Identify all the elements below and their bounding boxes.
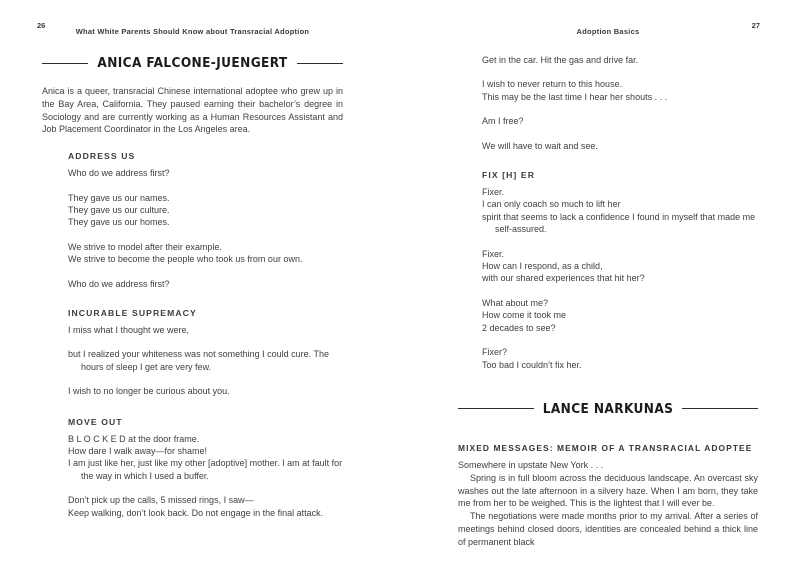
- memoir-paragraph: The negotiations were made months prior to my arrival. After a series of meetings behind closed doors, identities are concealed behind a thick line of permanent black: [458, 511, 758, 547]
- stanza: [68, 348, 343, 373]
- poem-line: How can I respond, as a child,: [482, 261, 603, 272]
- poem-line: How come it took me: [482, 310, 567, 321]
- poem-line: but I realized your whiteness was not something I could cure. The hours of sleep I get are very few.: [68, 349, 329, 372]
- heading-rule-left: [42, 63, 88, 64]
- poem-line: Too bad I couldn’t fix her.: [482, 359, 582, 370]
- poems-right: [482, 54, 758, 371]
- right-running-row: [458, 21, 760, 36]
- stanza: [482, 140, 758, 152]
- stanza: [68, 192, 343, 229]
- poem-line: I wish to never return to this house.: [482, 79, 623, 90]
- poem-line: I miss what I thought we were,: [68, 325, 190, 336]
- poem-title-incurable-supremacy: INCURABLE SUPREMACY: [68, 308, 197, 319]
- memoir-heading: MIXED MESSAGES: MEMOIR OF A TRANSRACIAL ADOPTEE: [458, 442, 753, 453]
- author-name: LANCE NARKUNAS: [542, 400, 674, 417]
- stanza: [68, 241, 343, 266]
- memoir-opening-line: Somewhere in upstate New York . . .: [458, 459, 604, 470]
- stanza: [68, 167, 343, 179]
- poem-line: This may be the last time I hear her shouts . . .: [482, 91, 668, 102]
- page-number-left: 26: [37, 21, 46, 30]
- poem-line: They gave us our culture.: [68, 205, 170, 215]
- heading-rule-right: [682, 408, 758, 409]
- poem-line: B L O C K E D at the door frame.: [68, 433, 200, 444]
- stanza: [482, 186, 758, 236]
- page-number-right: 27: [751, 21, 760, 30]
- running-header-right: Adoption Basics: [576, 27, 640, 36]
- page-right: [458, 0, 758, 548]
- stanza: [482, 297, 758, 334]
- poem-line: We strive to model after their example.: [68, 241, 222, 252]
- author-name: ANICA FALCONE-JUENGERT: [97, 55, 288, 71]
- stanza: [482, 248, 758, 285]
- poem-line: Don’t pick up the calls, 5 missed rings, I saw—: [68, 495, 254, 506]
- stanza: [68, 324, 343, 336]
- stanza: [68, 278, 343, 290]
- poem-line: They gave us our homes.: [68, 217, 170, 228]
- author-bio: Anica is a queer, transracial Chinese international adoptee who grew up in the Bay Area, California. They paused earning their bachelor’s degree in Sociology and are currently working as a Human Resources Assistant and Job Placement Coordinator in the Los Angeles area.: [42, 86, 343, 135]
- poem-line: Fixer.: [482, 248, 505, 259]
- page-left: [37, 0, 343, 531]
- poem-line: How dare I walk away—for shame!: [68, 446, 208, 457]
- poem-line: Am I free?: [482, 116, 524, 127]
- poem-line: They gave us our names.: [68, 192, 170, 203]
- heading-rule-left: [458, 408, 534, 409]
- poem-line: We will have to wait and see.: [482, 140, 598, 151]
- stanza: [482, 54, 758, 66]
- poem-title-fix-her: FIX [H] ER: [482, 170, 536, 181]
- memoir-paragraph: Spring is in full bloom across the deciduous landscape. An overcast sky washes out the late afternoon in a silvery haze. When I am born, they take me from her to be weighed. This is the lightest that I will ever be.: [458, 472, 758, 509]
- poem-line: I am just like her, just like my other [adoptive] mother. I am at fault for the way in which I used a buffer.: [68, 458, 343, 481]
- stanza: [68, 494, 343, 519]
- poem-line: I can only coach so much to lift her: [482, 199, 621, 210]
- poem-line: spirit that seems to lack a confidence I found in myself that made me self-assured.: [482, 211, 756, 235]
- poem-line: Keep walking, don’t look back. Do not engage in the final attack.: [68, 507, 324, 518]
- author-heading-anica: [42, 55, 343, 71]
- poem-line: We strive to become the people who took us from our own.: [68, 254, 303, 265]
- stanza: [482, 115, 758, 127]
- stanza: [482, 346, 758, 371]
- running-header-left: What White Parents Should Know about Transracial Adoption: [75, 27, 310, 36]
- poem-title-address-us: ADDRESS US: [68, 151, 136, 162]
- poem-title-move-out: MOVE OUT: [68, 416, 123, 427]
- poem-line: Get in the car. Hit the gas and drive far.: [482, 55, 639, 65]
- poem-line: Who do we address first?: [68, 168, 170, 179]
- poem-line: Fixer.: [482, 187, 505, 198]
- poem-line: Who do we address first?: [68, 278, 170, 289]
- stanza: [68, 433, 343, 483]
- poem-line: with our shared experiences that hit her?: [482, 273, 645, 284]
- poems-left: [68, 151, 343, 519]
- poem-line: What about me?: [482, 297, 549, 308]
- stanza: [482, 78, 758, 103]
- poem-line: Fixer?: [482, 347, 508, 358]
- poem-line: I wish to no longer be curious about you.: [68, 386, 230, 397]
- heading-rule-right: [297, 63, 343, 64]
- stanza: [68, 385, 343, 397]
- author-heading-lance: [458, 401, 758, 417]
- left-running-row: [37, 21, 343, 36]
- poem-line: 2 decades to see?: [482, 322, 556, 333]
